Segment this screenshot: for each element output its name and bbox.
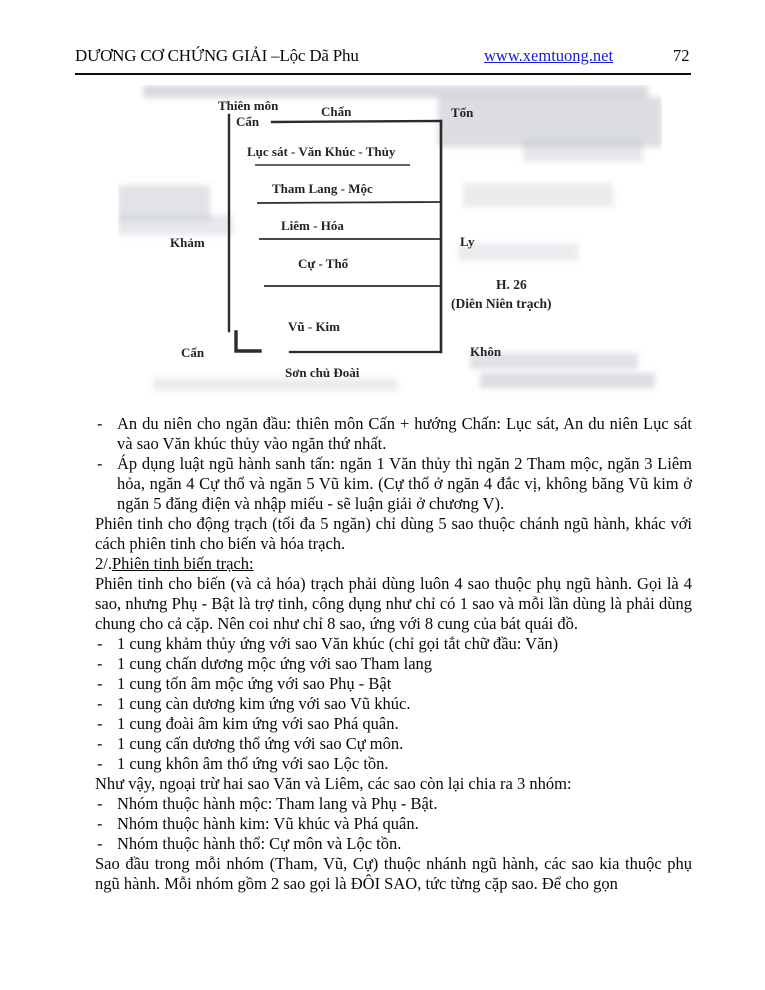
label-ly: Ly [460,234,475,249]
list-item [95,634,692,654]
label-khon: Khôn [470,344,502,359]
body-text [95,414,692,894]
list-item [95,794,692,814]
bullet-dash: - [97,794,103,813]
floor-plan-figure [118,85,662,400]
label-thien-mon: Thiên môn [218,98,279,113]
compartment-label-2: Tham Lang - Mộc [272,181,373,196]
label-can-top: Cấn [236,114,260,129]
paragraph-dong-trach: Phiên tinh cho động trạch (tối đa 5 ngăn) chỉ dùng 5 sao thuộc chánh ngũ hành, khác với cách phiên tinh cho biến và hóa trạch. [95,514,692,553]
label-kham: Khảm [170,235,205,250]
compartment-label-1: Lục sát - Văn Khúc - Thủy [247,144,396,159]
figure-caption-number: H. 26 [496,277,527,292]
list-item [95,834,692,854]
paragraph-sao-dau: Sao đầu trong mỗi nhóm (Tham, Vũ, Cự) thuộc nhánh ngũ hành, các sao kia thuộc phụ ngũ hành. Mỗi nhóm gồm 2 sao gọi là ĐÔI SAO, tức từng cặp sao. Để cho gọn [95,854,692,893]
list-item [95,714,692,734]
list-item-text: 1 cung khôn âm thổ ứng với sao Lộc tồn. [117,754,389,773]
bullet-dash: - [97,414,103,433]
compartment-label-5: Vũ - Kim [288,319,340,334]
list-item [95,754,692,774]
bullet-dash: - [97,754,103,773]
list-item [95,814,692,834]
bullet-dash: - [97,734,103,753]
compartment-label-4: Cự - Thổ [298,256,349,271]
bullet-dash: - [97,694,103,713]
list-item-text: 1 cung khảm thủy ứng với sao Văn khúc (chỉ gọi tắt chữ đầu: Văn) [117,634,559,653]
list-item-text: 1 cung càn dương kim ứng với sao Vũ khúc. [117,694,411,713]
list-item-text: Áp dụng luật ngũ hành sanh tấn: ngăn 1 Văn thủy thì ngăn 2 Tham mộc, ngăn 3 Liêm hỏa, ngăn 4 Cự thổ và ngăn 5 Vũ kim. (Cự thổ ở ngăn 4 đắc vị, không băng Vũ kim ở ngăn 5 đăng điện và nhập miếu - sẽ luận giải ở chương V). [117,454,692,513]
list-item-text: An du niên cho ngăn đầu: thiên môn Cấn + hướng Chấn: Lục sát, An du niên Lục sát và sao Văn khúc thủy vào ngăn thứ nhất. [117,414,692,453]
bullet-dash: - [97,834,103,853]
list-item [95,654,692,674]
label-ton: Tốn [451,105,474,120]
list-item-text: 1 cung tốn âm mộc ứng với sao Phụ - Bật [117,674,392,693]
label-chan: Chấn [321,104,352,119]
bullet-dash: - [97,654,103,673]
label-son-chu-doai: Sơn chủ Đoài [285,365,360,380]
bullet-dash: - [97,714,103,733]
compartment-label-3: Liêm - Hóa [281,218,344,233]
label-can-bottom: Cấn [181,345,205,360]
section-number: 2/. [95,554,112,573]
section-title: Phiên tinh biến trạch: [111,554,254,573]
bullet-dash: - [97,634,103,653]
list-item [95,694,692,714]
paragraph-bien-trach: Phiên tinh cho biến (và cả hóa) trạch phải dùng luôn 4 sao thuộc phụ ngũ hành. Gọi là 4 sao, nhưng Phụ - Bật là trợ tinh, công dụng như chỉ có 1 sao và mỗi lần dùng là phải dùng chung cho cả cặp. Nên coi như chỉ 8 sao, ứng với 8 cung của bát quái đồ. [95,574,692,633]
paragraph-nhu-vay: Như vậy, ngoại trừ hai sao Văn và Liêm, các sao còn lại chia ra 3 nhóm: [95,774,572,793]
list-item [95,454,692,514]
list-item-text: Nhóm thuộc hành mộc: Tham lang và Phụ - Bật. [117,794,438,813]
list-item-text: 1 cung chấn dương mộc ứng với sao Tham lang [117,654,433,673]
website-link[interactable]: www.xemtuong.net [484,46,614,65]
list-item-text: 1 cung cấn dương thổ ứng với sao Cự môn. [117,734,404,753]
header-divider [75,73,691,75]
section-heading [95,554,692,574]
bullet-dash: - [97,814,103,833]
list-item-text: Nhóm thuộc hành kim: Vũ khúc và Phá quân. [117,814,419,833]
list-item [95,414,692,454]
page-number: 72 [673,46,690,65]
bullet-dash: - [97,674,103,693]
bullet-dash: - [97,454,103,473]
list-item [95,674,692,694]
list-item-text: Nhóm thuộc hành thổ: Cự môn và Lộc tồn. [117,834,402,853]
list-item-text: 1 cung đoài âm kim ứng với sao Phá quân. [117,714,399,733]
list-item [95,734,692,754]
document-title: DƯƠNG CƠ CHỨNG GIẢI –Lộc Dã Phu [75,46,359,65]
figure-caption-name: (Diên Niên trạch) [451,296,552,311]
